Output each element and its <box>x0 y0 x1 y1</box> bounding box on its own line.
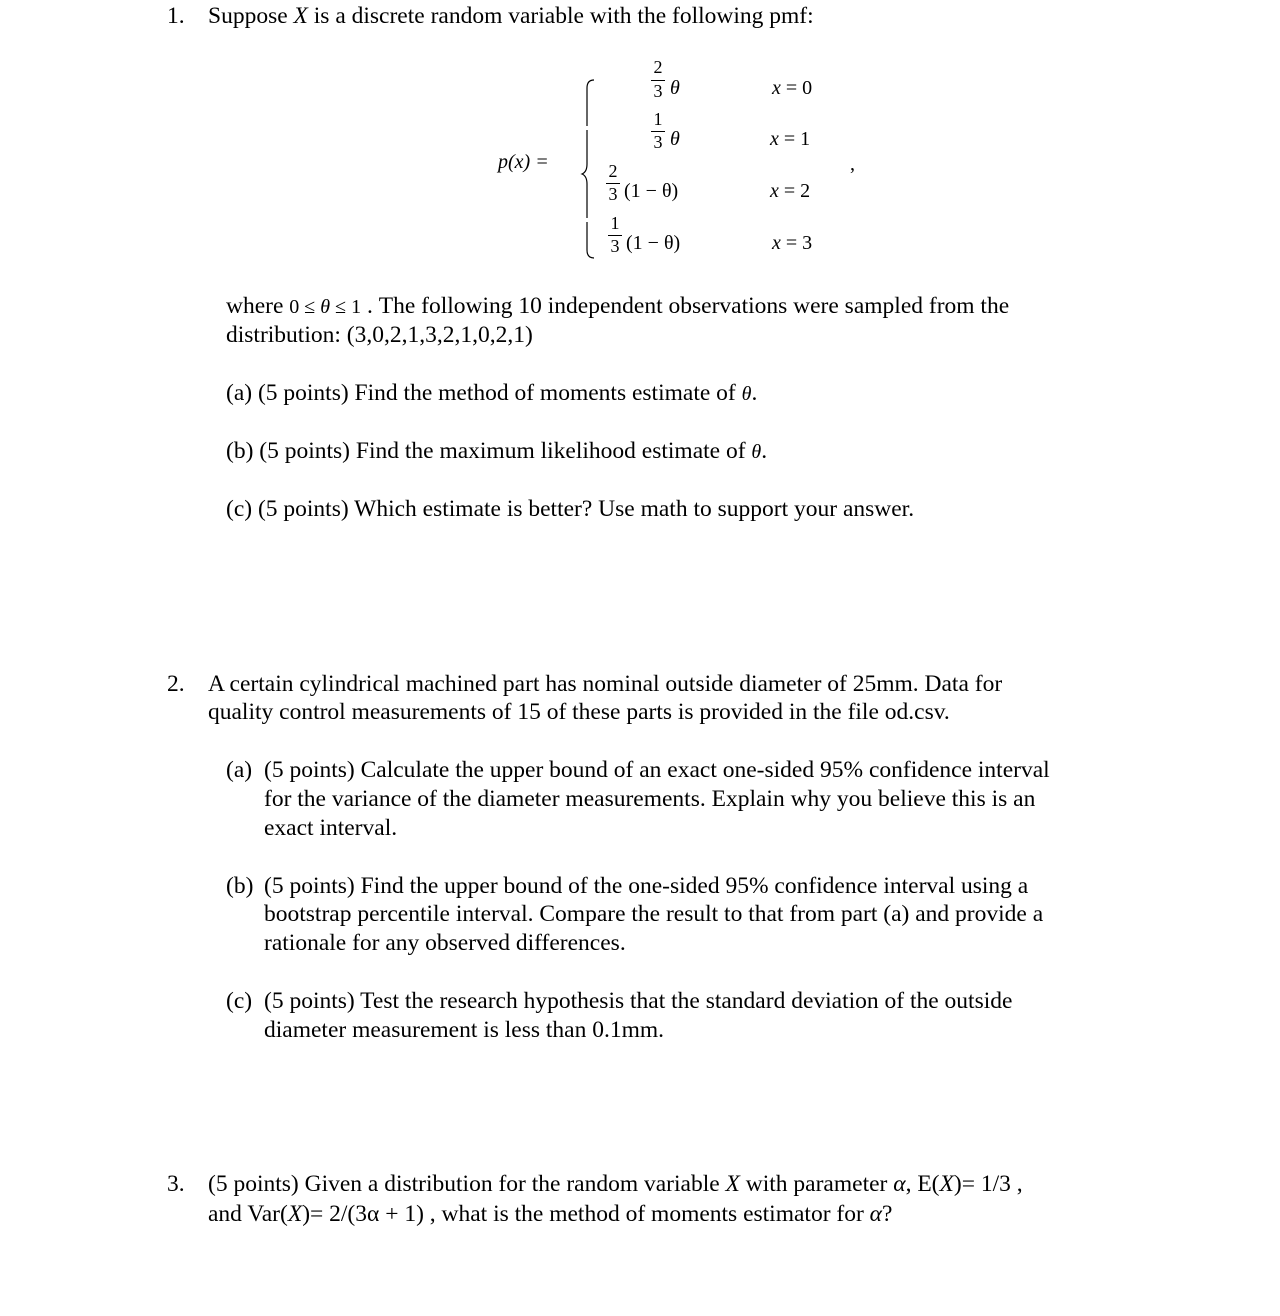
q2-part-c-line2: diameter measurement is less than 0.1mm. <box>264 1017 665 1043</box>
q2-part-b-line2: bootstrap percentile interval. Compare the result to that from part (a) and provide a <box>264 901 1044 927</box>
q1-where-line: where 0 ≤ θ ≤ 1 . The following 10 independent observations were sampled from the <box>226 293 1010 319</box>
pmf-row2-num: 2 <box>608 161 618 181</box>
pmf-lhs: p(x) = <box>498 151 549 173</box>
q2-part-b-line1: (5 points) Find the upper bound of the one-sided 95% confidence interval using a <box>264 873 1029 899</box>
pmf-row1-den: 3 <box>653 132 663 152</box>
q2-part-a-line1: (5 points) Calculate the upper bound of an exact one-sided 95% confidence interval <box>264 757 1050 783</box>
q3-line2: and Var(X)= 2/(3α + 1) , what is the method of moments estimator for α? <box>208 1201 893 1227</box>
pmf-row2-term: (1 − θ) <box>624 180 679 202</box>
q2-part-a-line3: exact interval. <box>264 815 398 841</box>
q2-part-b-label: (b) <box>226 873 254 899</box>
q2-part-a-line2: for the variance of the diameter measurements. Explain why you believe this is an <box>264 786 1036 812</box>
q1-intro-a: Suppose <box>208 3 294 29</box>
q1-observations: distribution: (3,0,2,1,3,2,1,0,2,1) <box>226 322 533 348</box>
q3-line1: (5 points) Given a distribution for the random variable X with parameter α, E(X)= 1/3 , <box>208 1171 1023 1197</box>
q2-part-a-label: (a) <box>226 757 253 783</box>
pmf-row3-cond: x = 3 <box>772 232 813 254</box>
theta-constraint: 0 ≤ θ ≤ 1 <box>289 296 362 318</box>
pmf-row3-term: (1 − θ) <box>626 232 681 254</box>
pmf-row2-cond: x = 2 <box>770 180 811 202</box>
var-x: X <box>293 3 308 29</box>
pmf-row1-num: 1 <box>653 109 663 129</box>
q2-number: 2. <box>167 671 185 697</box>
q1-part-c: (c) (5 points) Which estimate is better? Use math to support your answer. <box>226 496 915 522</box>
q2-part-c-line1: (5 points) Test the research hypothesis that the standard deviation of the outside <box>264 988 1013 1014</box>
pmf-row3-den: 3 <box>610 236 620 256</box>
q1-intro <box>208 2 814 31</box>
q1-part-b: (b) (5 points) Find the maximum likelihood estimate of θ. <box>226 438 768 464</box>
pmf-row0-term: θ <box>670 77 680 99</box>
q1-part-a: (a) (5 points) Find the method of moments estimate of θ. <box>226 380 758 406</box>
pmf-row0-cond: x = 0 <box>772 77 813 99</box>
pmf-trailing-comma: , <box>850 153 855 175</box>
pmf-row2-den: 3 <box>608 184 618 204</box>
q1-intro-b: is a discrete random variable with the following pmf: <box>307 3 814 29</box>
pmf-row0-den: 3 <box>653 81 663 101</box>
pmf-row0-num: 2 <box>653 57 663 77</box>
pmf-row1-cond: x = 1 <box>770 128 811 150</box>
q2-line2: quality control measurements of 15 of these parts is provided in the file od.csv. <box>208 699 950 725</box>
q2-part-b-line3: rationale for any observed differences. <box>264 930 626 956</box>
pmf-row3-num: 1 <box>610 213 620 233</box>
pmf-row1-term: θ <box>670 128 680 150</box>
q2-part-c-label: (c) <box>226 988 253 1014</box>
q3-number: 3. <box>167 1171 185 1197</box>
q1-number: 1. <box>167 3 185 29</box>
q2-line1: A certain cylindrical machined part has nominal outside diameter of 25mm. Data for <box>208 671 1003 697</box>
left-brace-icon <box>579 78 599 262</box>
